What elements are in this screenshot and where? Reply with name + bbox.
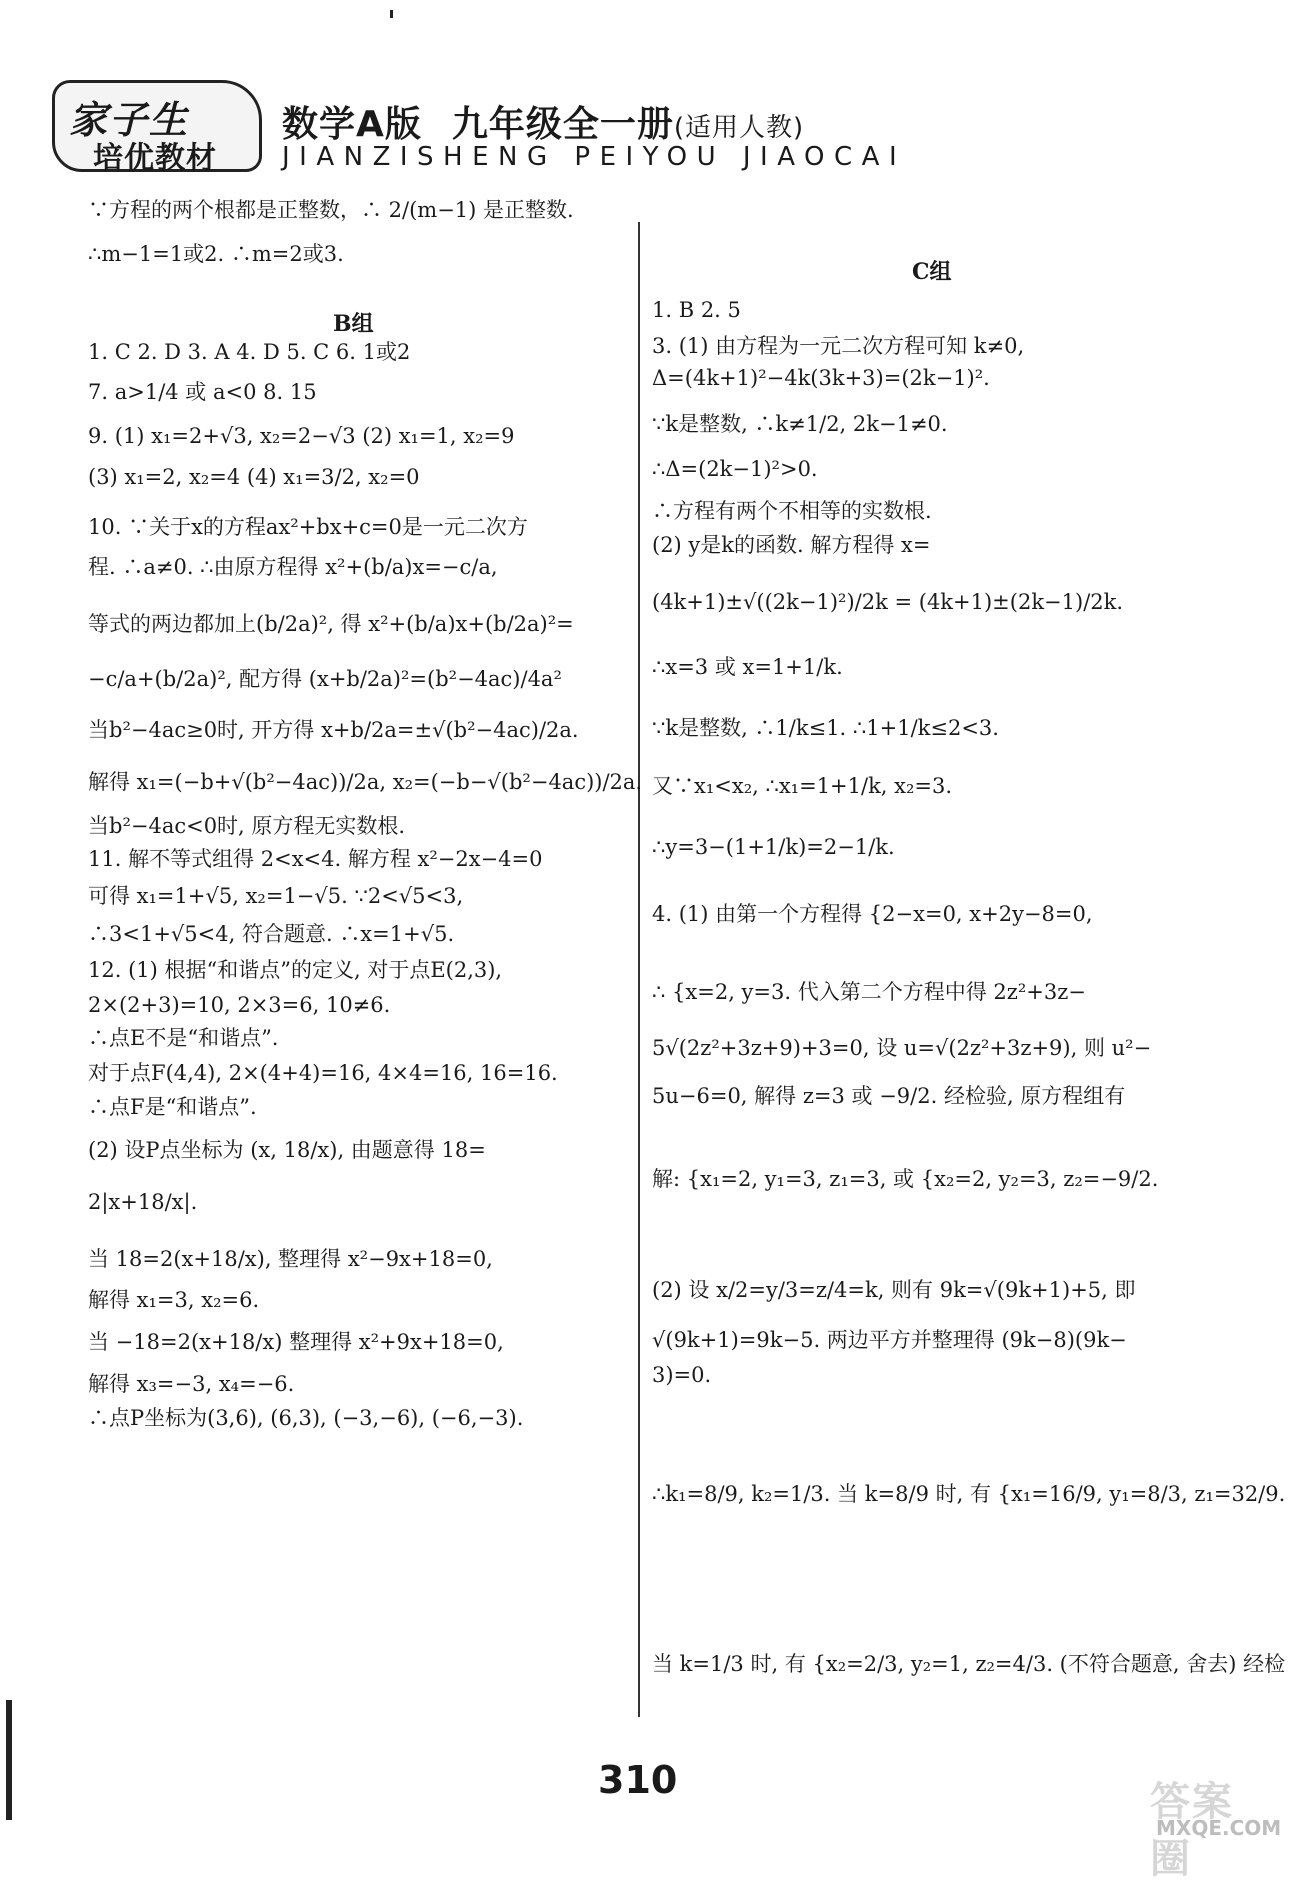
logo-text-bottom: 培优教材 <box>93 141 217 176</box>
answer-line: 5√(2z²+3z+9)+3=0, 设 u=√(2z²+3z+9), 则 u²− <box>652 1036 1152 1060</box>
watermark-text: 答案圈 <box>1150 1779 1234 1882</box>
answer-line: (2) 设P点坐标为 (x, 18/x), 由题意得 18= <box>88 1138 486 1162</box>
logo-text-top: 家子生 <box>69 97 190 142</box>
pinyin-subtitle: JIANZISHENG PEIYOU JIAOCAI <box>282 142 907 172</box>
answer-line: √(9k+1)=9k−5. 两边平方并整理得 (9k−8)(9k− <box>652 1328 1127 1352</box>
brand-logo <box>52 80 262 176</box>
answer-line: 当 k=1/3 时, 有 {x₂=2/3, y₂=1, z₂=4/3. (不符合题意, 舍去) 经检 <box>652 1652 1286 1676</box>
answer-line: 12. (1) 根据“和谐点”的定义, 对于点E(2,3), <box>88 958 503 982</box>
page-number: 310 <box>598 1758 678 1802</box>
book-title <box>282 96 804 147</box>
answer-line: 7. a>1/4 或 a<0 8. 15 <box>88 380 317 404</box>
title-grade: 九年级全一册 <box>451 104 674 145</box>
answer-line: 可得 x₁=1+√5, x₂=1−√5. ∵2<√5<3, <box>88 884 464 908</box>
answer-line: (3) x₁=2, x₂=4 (4) x₁=3/2, x₂=0 <box>88 465 420 489</box>
answer-line: ∴方程有两个不相等的实数根. <box>652 499 932 523</box>
answer-line: 当 18=2(x+18/x), 整理得 x²−9x+18=0, <box>88 1247 493 1271</box>
answer-line: (2) 设 x/2=y/3=z/4=k, 则有 9k=√(9k+1)+5, 即 <box>652 1278 1136 1302</box>
title-note: (适用人教) <box>673 113 805 143</box>
watermark-url: MXQE.COM <box>1156 1816 1282 1840</box>
answer-line: ∵方程的两个根都是正整数，∴ 2/(m−1) 是正整数. <box>88 198 574 222</box>
answer-line: 10. ∵关于x的方程ax²+bx+c=0是一元二次方 <box>88 515 528 539</box>
answer-line: 9. (1) x₁=2+√3, x₂=2−√3 (2) x₁=1, x₂=9 <box>88 424 515 448</box>
answer-line: 解得 x₁=(−b+√(b²−4ac))/2a, x₂=(−b−√(b²−4ac))/2a. <box>88 770 643 794</box>
scan-edge-mark <box>6 1700 12 1820</box>
answer-line: 当 −18=2(x+18/x) 整理得 x²+9x+18=0, <box>88 1330 504 1354</box>
answer-line: ∴ {x=2, y=3. 代入第二个方程中得 2z²+3z− <box>652 980 1086 1004</box>
answer-line: 又∵x₁<x₂, ∴x₁=1+1/k, x₂=3. <box>652 774 953 798</box>
answer-line: ∵k是整数, ∴k≠1/2, 2k−1≠0. <box>652 412 948 436</box>
answer-line: ∴点E不是“和谐点”. <box>88 1026 279 1050</box>
answer-line: (4k+1)±√((2k−1)²)/2k = (4k+1)±(2k−1)/2k. <box>652 590 1124 614</box>
answer-line: ∴x=3 或 x=1+1/k. <box>652 655 843 679</box>
answer-line: ∴m−1=1或2. ∴m=2或3. <box>88 242 344 266</box>
answer-line: 1. C 2. D 3. A 4. D 5. C 6. 1或2 <box>88 340 411 364</box>
answer-line: 解得 x₁=3, x₂=6. <box>88 1288 260 1312</box>
answer-line: Δ=(4k+1)²−4k(3k+3)=(2k−1)². <box>652 366 990 390</box>
answer-line: ∴点F是“和谐点”. <box>88 1095 257 1119</box>
answer-line: 当b²−4ac≥0时, 开方得 x+b/2a=±√(b²−4ac)/2a. <box>88 718 579 742</box>
answer-line: (2) y是k的函数. 解方程得 x= <box>652 533 931 557</box>
answer-line: ∴Δ=(2k−1)²>0. <box>652 457 818 481</box>
answer-line: 11. 解不等式组得 2<x<4. 解方程 x²−2x−4=0 <box>88 847 543 871</box>
answer-line: 2×(2+3)=10, 2×3=6, 10≠6. <box>88 993 391 1017</box>
watermark-logo <box>1150 1770 1282 1882</box>
answer-line: 当b²−4ac<0时, 原方程无实数根. <box>88 814 406 838</box>
answer-line: ∴3<1+√5<4, 符合题意. ∴x=1+√5. <box>88 922 455 946</box>
column-divider <box>638 222 640 1717</box>
page-header <box>0 0 1306 180</box>
title-subject: 数学A版 <box>282 104 422 145</box>
answer-line: ∴k₁=8/9, k₂=1/3. 当 k=8/9 时, 有 {x₁=16/9, y₁=8/3, z₁=32/9. <box>652 1482 1286 1506</box>
answer-line: 对于点F(4,4), 2×(4+4)=16, 4×4=16, 16=16. <box>88 1061 558 1085</box>
answer-line: −c/a+(b/2a)², 配方得 (x+b/2a)²=(b²−4ac)/4a² <box>88 667 562 691</box>
answer-line: 5u−6=0, 解得 z=3 或 −9/2. 经检验, 原方程组有 <box>652 1084 1126 1108</box>
answer-line: ∴点P坐标为(3,6), (6,3), (−3,−6), (−6,−3). <box>88 1406 524 1430</box>
answer-line: 等式的两边都加上(b/2a)², 得 x²+(b/a)x+(b/2a)²= <box>88 612 574 636</box>
group-c-title: C组 <box>912 259 952 285</box>
answer-line: ∵k是整数, ∴1/k≤1. ∴1+1/k≤2<3. <box>652 716 999 740</box>
answer-line: 解得 x₃=−3, x₄=−6. <box>88 1372 295 1396</box>
answer-line: 程. ∴a≠0. ∴由原方程得 x²+(b/a)x=−c/a, <box>88 555 498 579</box>
answer-line: ∴y=3−(1+1/k)=2−1/k. <box>652 835 895 859</box>
group-b-title: B组 <box>333 311 374 337</box>
answer-line: 2|x+18/x|. <box>88 1190 198 1214</box>
answer-line: 解: {x₁=2, y₁=3, z₁=3, 或 {x₂=2, y₂=3, z₂=−9/2. <box>652 1167 1159 1191</box>
scan-dot-mark <box>390 10 393 18</box>
answer-line: 3. (1) 由方程为一元二次方程可知 k≠0, <box>652 334 1025 358</box>
answer-line: 1. B 2. 5 <box>652 298 741 322</box>
answer-line: 3)=0. <box>652 1363 712 1387</box>
answer-line: 4. (1) 由第一个方程得 {2−x=0, x+2y−8=0, <box>652 902 1093 926</box>
